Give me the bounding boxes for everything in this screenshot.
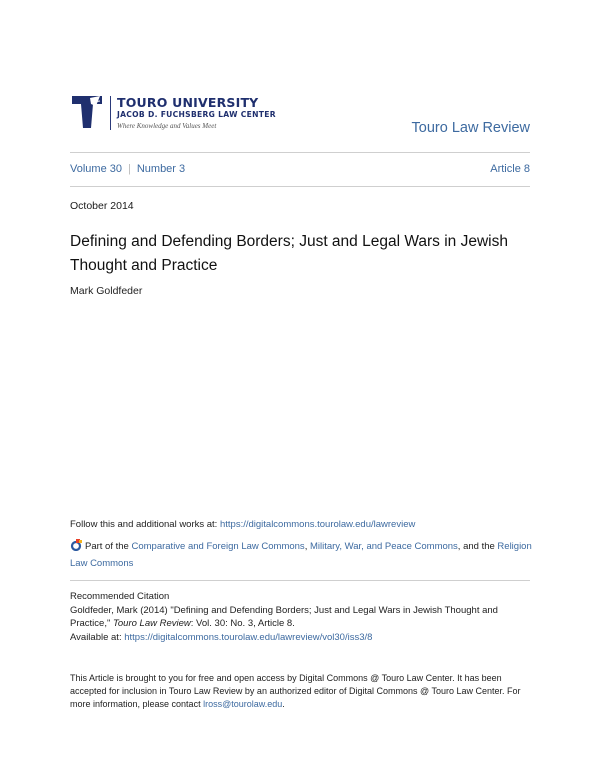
divider-citation bbox=[70, 580, 530, 581]
contact-email-link[interactable]: lross@tourolaw.edu bbox=[203, 699, 283, 709]
citation-text bbox=[70, 604, 540, 631]
commons-link-comparative[interactable]: Comparative and Foreign Law Commons bbox=[131, 541, 305, 552]
citation-volume: : Vol. 30: No. 3, Article 8. bbox=[190, 618, 295, 629]
separator: , bbox=[304, 541, 310, 552]
logo-law-center-name: JACOB D. FUCHSBERG LAW CENTER bbox=[117, 110, 276, 119]
article-title: Defining and Defending Borders; Just and Legal Wars in Jewish Thought and Practice bbox=[70, 233, 508, 274]
citation-url-link[interactable]: https://digitalcommons.tourolaw.edu/lawreview/vol30/iss3/8 bbox=[124, 631, 373, 643]
access-notice-end: . bbox=[282, 699, 285, 709]
citation-available bbox=[70, 631, 540, 645]
part-of-prefix: Part of the bbox=[85, 541, 132, 552]
follow-prefix: Follow this and additional works at: bbox=[70, 519, 220, 530]
divider-middle bbox=[70, 186, 530, 187]
logo-university-name: TOURO UNIVERSITY bbox=[117, 95, 259, 110]
logo-divider bbox=[110, 96, 111, 130]
citation-heading: Recommended Citation bbox=[70, 591, 170, 602]
citation-journal: Touro Law Review bbox=[112, 618, 191, 629]
commons-link-military[interactable]: Military, War, and Peace Commons bbox=[309, 541, 458, 552]
logo-tagline: Where Knowledge and Values Meet bbox=[117, 122, 217, 130]
citation-body: Goldfeder, Mark (2014) "Defining and Defending Borders; Just and Legal Wars in Jewish Thought and Practice," bbox=[70, 604, 498, 629]
journal-title-link[interactable]: Touro Law Review bbox=[411, 120, 530, 136]
touro-t-logo-icon bbox=[72, 96, 102, 128]
volume-link[interactable]: Volume 30 bbox=[70, 163, 122, 175]
article-author: Mark Goldfeder bbox=[70, 285, 143, 297]
network-logo-icon bbox=[70, 539, 82, 551]
issue-info-row bbox=[70, 163, 530, 175]
issue-separator: | bbox=[127, 163, 131, 175]
divider-top bbox=[70, 152, 530, 153]
touro-logo bbox=[72, 96, 276, 131]
recommended-citation bbox=[70, 590, 540, 644]
follow-url-link[interactable]: https://digitalcommons.tourolaw.edu/lawreview bbox=[219, 519, 416, 530]
follow-line bbox=[70, 519, 415, 530]
access-notice bbox=[70, 672, 540, 711]
part-of-line bbox=[70, 538, 540, 572]
commons-link-religion[interactable]: Religion Law Commons bbox=[70, 541, 532, 569]
publication-date: October 2014 bbox=[70, 200, 134, 212]
available-prefix: Available at: bbox=[70, 631, 125, 643]
number-link[interactable]: Number 3 bbox=[136, 163, 186, 175]
separator: , and the bbox=[457, 541, 498, 552]
access-notice-text: This Article is brought to you for free and open access by Digital Commons @ Touro Law Center. It has been accepted for inclusion in Touro Law Review by an authorized editor of Digital Commons @ Touro Law Center. For more information, please contact bbox=[70, 673, 521, 709]
article-link[interactable]: Article 8 bbox=[490, 163, 530, 175]
